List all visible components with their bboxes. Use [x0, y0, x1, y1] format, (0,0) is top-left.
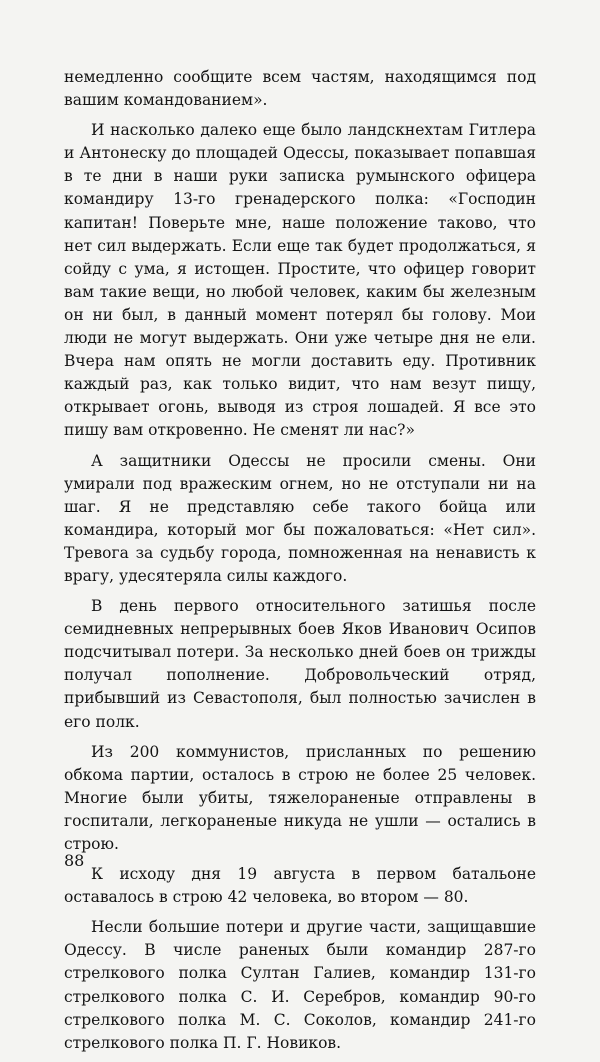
paragraph-1: немедленно сообщите всем частям, находящимся под вашим командованием». [64, 68, 536, 110]
page-number: 88 [64, 851, 85, 870]
paragraph-3: А защитники Одессы не просили смены. Они умирали под вражеским огнем, но не отступали ни на шаг. Я не представляю себе такого бойца или командира, который мог бы пожаловаться: «Нет сил». Тревога за судьбу города, помноженная на ненависть к врагу, удесятеряла силы каждого. [64, 451, 536, 585]
paragraph-4: В день первого относительного затишья после семидневных непрерывных боев Яков Иванович Осипов подсчитывал потери. За несколько дней боев он трижды получал пополнение. Добровольческий отряд, прибывший из Севастополя, был полностью зачислен в его полк. [64, 597, 536, 731]
paragraph-7: Несли большие потери и другие части, защищавшие Одессу. В числе раненых были командир 287-го стрелкового полка Султан Галиев, командир 131-го стрелкового полка С. И. Серебров, командир 90-го стрелкового полка М. С. Соколов, командир 241-го стрелкового полка П. Г. Новиков. [64, 918, 536, 1052]
page-body [64, 66, 536, 1062]
paragraph-5: Из 200 коммунистов, присланных по решению обкома партии, осталось в строю не более 25 человек. Многие были убиты, тяжелораненые отправлены в госпитали, легкораненые никуда не ушли — остались в строю. [64, 742, 536, 853]
paragraph-2: И насколько далеко еще было ландскнехтам Гитлера и Антонеску до площадей Одессы, показывает попавшая в те дни в наши руки записка румынского офицера командиру 13-го гренадерского полка: «Господин капитан! Поверьте мне, наше положение таково, что нет сил выдержать. Если еще так будет продолжаться, я сойду с ума, я истощен. Простите, что офицер говорит вам такие вещи, но любой человек, каким бы железным он ни был, в данный момент потерял бы голову. Мои люди не могут выдержать. Они уже четыре дня не ели. Вчера нам опять не могли доставить еду. Противник каждый раз, как только видит, что нам везут пищу, открывает огонь, выводя из строя лошадей. Я все это пишу вам откровенно. Не сменят ли нас?» [64, 121, 536, 440]
paragraph-6: К исходу дня 19 августа в первом батальоне оставалось в строю 42 человека, во втором — 80. [64, 865, 536, 907]
